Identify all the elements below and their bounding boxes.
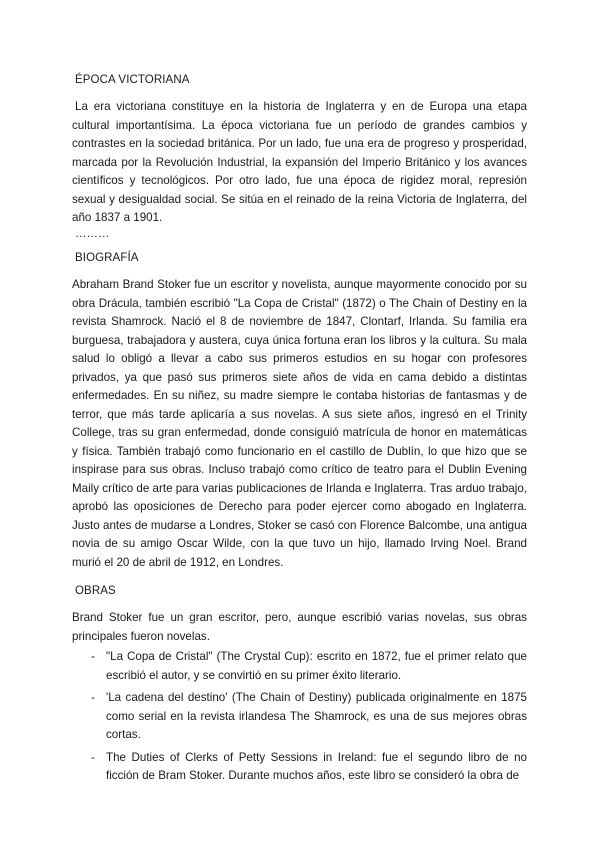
bullet-dash: - [91,650,95,663]
list-item [0,648,527,685]
section-title-obras: OBRAS [75,585,116,597]
ellipsis: ……… [75,228,110,240]
bullet-dash: - [91,691,95,704]
list-item-text: 'La cadena del destino' (The Chain of Destiny) publicada originalmente en 1875 como serial en la revista irlandesa The Shamrock, es una de sus mejores obras cortas. [106,691,527,741]
section-title-biografia: BIOGRAFÍA [75,252,139,264]
paragraph-epoca: La era victoriana constituye en la historia de Inglaterra y en de Europa una etapa cultural importantísima. La época victoriana fue un período de grandes cambios y contrastes en la sociedad británica. Por un lado, fue una era de progreso y prosperidad, marcada por la Revolución Industrial, la expansión del Imperio Británico y los avances científicos y tecnológicos. Por otro lado, fue una época de rigidez moral, represión sexual y desigualdad social. Se sitúa en el reinado de la reina Victoria de Inglaterra, del año 1837 a 1901. [72,100,527,224]
bullet-dash: - [91,750,95,764]
list-item-text: The Duties of Clerks of Petty Sessions in Ireland: fue el segundo libro de no ficción de Bram Stoker. Durante muchos años, este libro se consideró la obra de [106,750,527,782]
list-item [0,749,527,786]
paragraph-obras-intro: Brand Stoker fue un gran escritor, pero, aunque escribió varias novelas, sus obras principales fueron novelas. [72,611,527,643]
paragraph-biografia: Abraham Brand Stoker fue un escritor y novelista, aunque mayormente conocido por su obra Drácula, también escribió "La Copa de Cristal" (1872) o The Chain of Destiny en la revista Shamrock. Nació el 8 de noviembre de 1847, Clontarf, Irlanda. Su familia era burguesa, trabajadora y austera, cuya única fortuna eran los libros y la cultura. Su mala salud lo obligó a llevar a cabo sus primeros estudios en su hogar con profesores privados, ya que pasó sus primeros siete años de vida en cama debido a distintas enfermedades. En su niñez, su madre siempre le contaba historias de fantasmas y de terror, que más tarde aplicaría a sus novelas. A sus siete años, ingresó en el Trinity College, tras su gran enfermedad, donde consiguió matrícula de honor en matemáticas y física. También trabajó como funcionario en el castillo de Dublín, lo que hizo que se inspirase para sus obras. Incluso trabajó como crítico de teatro para el Dublin Evening Maily crítico de arte para varias publicaciones de Irlanda e Inglaterra. Tras arduo trabajo, aprobó las oposiciones de Derecho para poder ejercer como abogado en Inglaterra. Justo antes de mudarse a Londres, Stoker se casó con Florence Balcombe, una antigua novia de su amigo Oscar Wilde, con la que tuvo un hijo, llamado Irving Noel. Brand murió el 20 de abril de 1912, en Londres. [72,278,527,569]
list-item-text: "La Copa de Cristal" (The Crystal Cup): escrito en 1872, fue el primer relato que escribió el autor, y se convirtió en su primer éxito literario. [106,650,527,682]
list-item [0,689,527,745]
section-title-epoca: ÉPOCA VICTORIANA [75,74,190,86]
obras-list [0,648,600,790]
